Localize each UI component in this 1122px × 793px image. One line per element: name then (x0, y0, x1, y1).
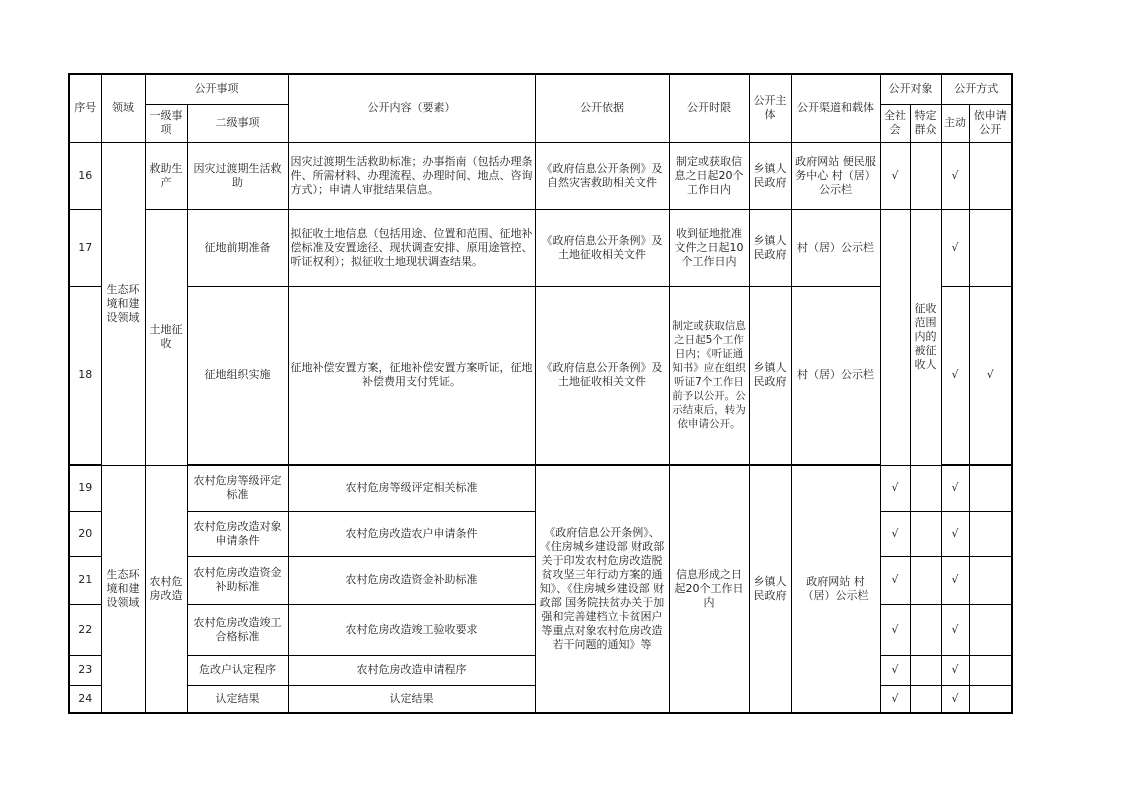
check-mark: √ (880, 511, 910, 556)
header-seq: 序号 (69, 74, 101, 142)
level2-cell: 农村危房等级评定标准 (187, 465, 288, 511)
header-target: 公开对象 (880, 74, 941, 104)
empty-cell (910, 511, 941, 556)
empty-cell (969, 209, 1012, 286)
basis-cell: 《政府信息公开条例》、《住房城乡建设部 财政部关于印发农村危房改造脱贫攻坚三年行动方案的通知》、《住房城乡建设部 财政部 国务院扶贫办关于加强和完善建档立卡贫困户等重点对象农村危房改造若干问题的通知》等 (535, 465, 669, 713)
subject-cell: 乡镇人民政府 (749, 142, 791, 209)
disclosure-table (68, 73, 1013, 714)
empty-cell (969, 655, 1012, 685)
channel-cell: 政府网站 村（居）公示栏 (791, 465, 880, 713)
empty-cell (969, 604, 1012, 655)
check-mark: √ (941, 465, 969, 511)
subject-cell: 乡镇人民政府 (749, 286, 791, 465)
header-basis: 公开依据 (535, 74, 669, 142)
empty-cell (910, 556, 941, 604)
header-timelimit: 公开时限 (669, 74, 749, 142)
header-method-apply: 依申请公开 (969, 104, 1012, 142)
check-mark: √ (941, 604, 969, 655)
check-mark: √ (941, 511, 969, 556)
content-cell: 拟征收土地信息（包括用途、位置和范围、征地补偿标准及安置途径、现状调查安排、原用途管控、听证权利）；拟征收土地现状调查结果。 (288, 209, 535, 286)
content-cell: 因灾过渡期生活救助标准；办事指南（包括办理条件、所需材料、办理流程、办理时间、地点、咨询方式）；申请人审批结果信息。 (288, 142, 535, 209)
level1-cell: 救助生产 (145, 142, 187, 209)
content-cell: 农村危房改造资金补助标准 (288, 556, 535, 604)
content-cell: 农村危房改造农户申请条件 (288, 511, 535, 556)
check-mark: √ (941, 655, 969, 685)
level2-cell: 征地组织实施 (187, 286, 288, 465)
row-no: 22 (69, 604, 101, 655)
header-level2: 二级事项 (187, 104, 288, 142)
row-no: 17 (69, 209, 101, 286)
empty-cell (910, 604, 941, 655)
empty-cell (880, 209, 910, 465)
check-mark: √ (880, 465, 910, 511)
level2-cell: 农村危房改造对象申请条件 (187, 511, 288, 556)
check-mark: √ (941, 142, 969, 209)
empty-cell (910, 655, 941, 685)
target-specific-cell: 征收范围内的被征收人 (910, 209, 941, 465)
row-no: 16 (69, 142, 101, 209)
check-mark: √ (969, 286, 1012, 465)
timelimit-cell: 收到征地批准文件之日起10个工作日内 (669, 209, 749, 286)
level1-cell: 农村危房改造 (145, 465, 187, 713)
content-cell: 农村危房等级评定相关标准 (288, 465, 535, 511)
timelimit-cell: 制定或获取信息之日起5个工作日内；《听证通知书》应在组织听证7个工作日前予以公开。公示结束后，转为依申请公开。 (669, 286, 749, 465)
level2-cell: 农村危房改造资金补助标准 (187, 556, 288, 604)
content-cell: 农村危房改造申请程序 (288, 655, 535, 685)
basis-cell: 《政府信息公开条例》及自然灾害救助相关文件 (535, 142, 669, 209)
empty-cell (969, 556, 1012, 604)
row-no: 21 (69, 556, 101, 604)
row-no: 23 (69, 655, 101, 685)
domain-cell: 生态环境和建设领域 (101, 465, 145, 713)
basis-cell: 《政府信息公开条例》及土地征收相关文件 (535, 286, 669, 465)
check-mark: √ (941, 286, 969, 465)
row-no: 18 (69, 286, 101, 465)
timelimit-cell: 制定或获取信息之日起20个工作日内 (669, 142, 749, 209)
check-mark: √ (880, 604, 910, 655)
empty-cell (969, 685, 1012, 713)
subject-cell: 乡镇人民政府 (749, 465, 791, 713)
level2-cell: 危改户认定程序 (187, 655, 288, 685)
domain-cell: 生态环境和建设领域 (101, 142, 145, 465)
channel-cell: 村（居）公示栏 (791, 286, 880, 465)
header-domain: 领域 (101, 74, 145, 142)
header-method-active: 主动 (941, 104, 969, 142)
content-cell: 认定结果 (288, 685, 535, 713)
content-cell: 农村危房改造竣工验收要求 (288, 604, 535, 655)
header-content: 公开内容（要素） (288, 74, 535, 142)
level2-cell: 认定结果 (187, 685, 288, 713)
empty-cell (910, 685, 941, 713)
header-target-all: 全社会 (880, 104, 910, 142)
channel-cell: 村（居）公示栏 (791, 209, 880, 286)
empty-cell (969, 142, 1012, 209)
level2-cell: 因灾过渡期生活救助 (187, 142, 288, 209)
header-channel: 公开渠道和载体 (791, 74, 880, 142)
empty-cell (910, 465, 941, 511)
level1-cell: 土地征收 (145, 209, 187, 465)
row-no: 20 (69, 511, 101, 556)
header-method: 公开方式 (941, 74, 1012, 104)
row-no: 24 (69, 685, 101, 713)
content-cell: 征地补偿安置方案，征地补偿安置方案听证，征地补偿费用支付凭证。 (288, 286, 535, 465)
level2-cell: 征地前期准备 (187, 209, 288, 286)
header-target-specific: 特定群众 (910, 104, 941, 142)
check-mark: √ (941, 556, 969, 604)
basis-cell: 《政府信息公开条例》及土地征收相关文件 (535, 209, 669, 286)
check-mark: √ (880, 685, 910, 713)
check-mark: √ (880, 556, 910, 604)
empty-cell (969, 511, 1012, 556)
header-level1: 一级事项 (145, 104, 187, 142)
header-matters: 公开事项 (145, 74, 288, 104)
channel-cell: 政府网站 便民服务中心 村（居）公示栏 (791, 142, 880, 209)
check-mark: √ (880, 142, 910, 209)
empty-cell (910, 142, 941, 209)
header-subject: 公开主体 (749, 74, 791, 142)
level2-cell: 农村危房改造竣工合格标准 (187, 604, 288, 655)
subject-cell: 乡镇人民政府 (749, 209, 791, 286)
empty-cell (969, 465, 1012, 511)
row-no: 19 (69, 465, 101, 511)
check-mark: √ (941, 209, 969, 286)
timelimit-cell: 信息形成之日起20个工作日内 (669, 465, 749, 713)
check-mark: √ (941, 685, 969, 713)
check-mark: √ (880, 655, 910, 685)
